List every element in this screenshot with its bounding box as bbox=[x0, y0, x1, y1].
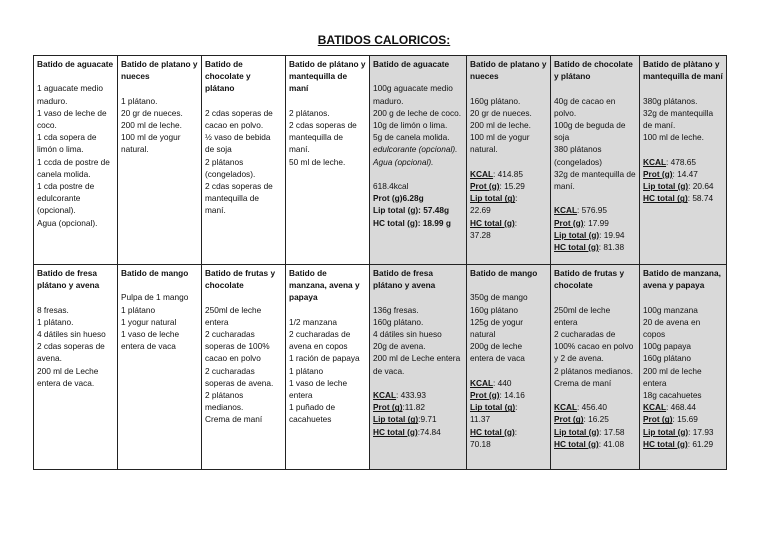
nutrition-line bbox=[470, 401, 547, 413]
ingredient-line: 1 plátano. bbox=[37, 316, 74, 327]
nutrition-line bbox=[470, 180, 547, 192]
table-row bbox=[34, 56, 727, 265]
ingredient-line: 200 ml de leche. bbox=[470, 120, 531, 131]
ingredient-line: 136g fresas. bbox=[373, 304, 419, 315]
nutrition-value: : 15.29 bbox=[499, 181, 525, 192]
ingredient-line: 1 cda sopera de limón o lima. bbox=[37, 132, 97, 155]
ingredient-line: 160g plátano bbox=[643, 353, 691, 364]
ingredient-line: 2 plátanos. bbox=[289, 107, 330, 118]
recipe-heading: Batido de manzana, avena y papaya bbox=[289, 268, 360, 303]
nutrition-value: : 81.38 bbox=[598, 242, 625, 253]
ingredient-line: 50 ml de leche. bbox=[289, 156, 346, 167]
nutrition-line bbox=[373, 389, 463, 401]
ingredient-line: 250ml de leche entera bbox=[554, 304, 611, 327]
nutrition-line bbox=[554, 426, 636, 438]
nutrition-value: : 14.47 bbox=[672, 168, 698, 179]
ingredient-text: Agua (opcional). bbox=[373, 156, 434, 167]
ingredient-line: 40g de cacao en polvo. bbox=[554, 95, 616, 118]
ingredient-line: 200 ml de Leche entera de vaca. bbox=[37, 365, 99, 388]
nutrition-label: Prot (g) bbox=[643, 168, 673, 179]
nutrition-line bbox=[470, 426, 547, 438]
ingredient-line: Agua (opcional). bbox=[37, 217, 98, 228]
ingredient-line: 2 cucharadas de avena en copos bbox=[289, 329, 351, 352]
ingredient-line: 160g plátano bbox=[470, 304, 518, 315]
nutrition-line bbox=[470, 217, 547, 229]
nutrition-label: KCAL bbox=[643, 402, 667, 413]
table-cell bbox=[286, 56, 370, 265]
ingredient-text: edulcorante (opcional). bbox=[373, 144, 458, 155]
nutrition-label: Prot (g) bbox=[373, 193, 403, 204]
blank-line bbox=[121, 82, 198, 94]
nutrition-line bbox=[470, 389, 547, 401]
recipe-heading: Batido de aguacate bbox=[373, 59, 450, 69]
nutrition-value: : bbox=[514, 426, 518, 437]
recipe-heading: Batido de platano y nueces bbox=[121, 59, 198, 82]
blank-line bbox=[37, 291, 114, 303]
ingredient-line: 380 plátanos (congelados) bbox=[554, 144, 602, 167]
ingredient-line: 4 dátiles sin hueso bbox=[373, 329, 442, 340]
blank-line bbox=[121, 279, 198, 291]
table-cell bbox=[202, 265, 286, 470]
blank-line bbox=[373, 168, 463, 180]
nutrition-value: :9.71 bbox=[418, 414, 437, 425]
nutrition-label: Lip total (g) bbox=[373, 205, 419, 216]
nutrition-line bbox=[470, 168, 547, 180]
nutrition-label: HC total (g) bbox=[643, 438, 688, 449]
nutrition-value: : 456.40 bbox=[577, 402, 608, 413]
nutrition-line bbox=[470, 377, 547, 389]
nutrition-label: HC total (g) bbox=[373, 217, 418, 228]
ingredient-line: 1 vaso de leche de coco. bbox=[37, 107, 107, 131]
nutrition-label: HC total (g) bbox=[470, 426, 515, 437]
ingredient-line: 2 cdas soperas de mantequilla de maní. bbox=[289, 120, 357, 155]
nutrition-value: : 17.99 bbox=[583, 217, 609, 228]
nutrition-value: : 433.93 bbox=[396, 390, 427, 401]
ingredient-line: 1 aguacate medio maduro. bbox=[37, 83, 103, 106]
nutrition-value: : 61.29 bbox=[687, 438, 714, 449]
ingredient-line: 70.18 bbox=[470, 438, 491, 449]
ingredient-line: 100g papaya bbox=[643, 341, 691, 352]
nutrition-line bbox=[643, 401, 723, 413]
table-cell bbox=[118, 56, 202, 265]
blank-line bbox=[289, 95, 366, 107]
ingredient-line: 100g manzana bbox=[643, 304, 698, 315]
ingredient-line: 250ml de leche entera bbox=[205, 304, 262, 327]
nutrition-label: Prot (g) bbox=[554, 414, 584, 425]
ingredient-line: 2 cdas soperas de mantequilla de maní. bbox=[205, 181, 273, 216]
table-cell bbox=[370, 265, 467, 470]
recipe-heading: Batido de fresa plátano y avena bbox=[37, 268, 100, 291]
nutrition-value: : 478.65 bbox=[666, 156, 697, 167]
nutrition-line bbox=[470, 192, 547, 204]
ingredient-line: 2 cucharadas soperas de 100% cacao en polvo bbox=[205, 329, 270, 364]
table-cell bbox=[286, 265, 370, 470]
nutrition-line bbox=[373, 204, 463, 216]
table-cell bbox=[467, 265, 551, 470]
ingredient-line: 200 g de leche de coco. bbox=[373, 107, 462, 118]
nutrition-label: Lip total (g) bbox=[554, 426, 600, 437]
ingredient-line: 20 gr de nueces. bbox=[470, 107, 532, 118]
nutrition-value: : 19.94 bbox=[599, 229, 625, 240]
nutrition-value: : bbox=[514, 217, 518, 228]
nutrition-label: HC total (g) bbox=[554, 242, 599, 253]
nutrition-value: : 468.44 bbox=[666, 402, 697, 413]
nutrition-line bbox=[643, 438, 723, 450]
blank-line bbox=[643, 82, 723, 94]
ingredient-line: 2 plátanos medianos. bbox=[205, 390, 244, 413]
ingredient-line: 100 ml de leche. bbox=[643, 132, 704, 143]
nutrition-value: : 17.58 bbox=[599, 426, 625, 437]
ingredient-line: 1 plátano bbox=[121, 304, 156, 315]
ingredient-line: 20g de avena. bbox=[373, 341, 426, 352]
ingredient-line: 1 ración de papaya bbox=[289, 353, 360, 364]
table-cell bbox=[202, 56, 286, 265]
table-cell bbox=[118, 265, 202, 470]
recipe-heading: Batido de mango bbox=[121, 268, 189, 278]
blank-line bbox=[554, 389, 636, 401]
ingredient-line: 4 dátiles sin hueso bbox=[37, 329, 106, 340]
nutrition-label: KCAL bbox=[470, 377, 494, 388]
nutrition-line bbox=[643, 413, 723, 425]
nutrition-label: Lip total (g) bbox=[373, 414, 419, 425]
nutrition-label: Prot (g) bbox=[554, 217, 584, 228]
nutrition-value: : 17.93 bbox=[688, 426, 714, 437]
recipe-heading: Batido de mango bbox=[470, 268, 538, 278]
blank-line bbox=[289, 304, 366, 316]
ingredient-line: 1/2 manzana bbox=[289, 316, 337, 327]
ingredient-line: 20 de avena en copos bbox=[643, 316, 701, 340]
nutrition-label: HC total (g) bbox=[643, 193, 688, 204]
table-row bbox=[34, 265, 727, 470]
table-cell bbox=[640, 265, 727, 470]
table-body bbox=[34, 56, 727, 470]
nutrition-line bbox=[373, 401, 463, 413]
ingredient-line: 200 ml de Leche entera de vaca. bbox=[373, 353, 461, 376]
ingredient-line: Crema de maní bbox=[554, 377, 612, 388]
nutrition-line bbox=[643, 180, 723, 192]
recipe-heading: Batido de manzana, avena y papaya bbox=[643, 268, 721, 291]
nutrition-label: KCAL bbox=[470, 168, 494, 179]
ingredient-line: 8 fresas. bbox=[37, 304, 69, 315]
ingredient-line: 2 cucharadas de 100% cacao en polvo y 2 de avena. bbox=[554, 329, 634, 364]
nutrition-value: : 440 bbox=[493, 377, 512, 388]
nutrition-label: KCAL bbox=[643, 156, 667, 167]
blank-line bbox=[470, 279, 547, 291]
nutrition-value: : 15.69 bbox=[672, 414, 698, 425]
nutrition-value: : 576.95 bbox=[577, 205, 608, 216]
ingredient-line: 11.37 bbox=[470, 414, 491, 425]
recipe-heading: Batido de platano y nueces bbox=[470, 59, 547, 82]
table-cell bbox=[551, 56, 640, 265]
blank-line bbox=[205, 291, 282, 303]
nutrition-line bbox=[373, 426, 463, 438]
nutrition-line bbox=[554, 217, 636, 229]
blank-line bbox=[373, 377, 463, 389]
batidos-table bbox=[33, 55, 727, 470]
blank-line bbox=[37, 70, 114, 82]
ingredient-line: 1 yogur natural bbox=[121, 316, 177, 327]
ingredient-line: 350g de mango bbox=[470, 292, 528, 303]
table-cell bbox=[34, 56, 118, 265]
ingredient-line: 100 ml de yogur natural. bbox=[470, 132, 530, 155]
nutrition-value: :11.82 bbox=[402, 402, 425, 413]
blank-line bbox=[643, 291, 723, 303]
ingredient-line: 2 plátanos (congelados). bbox=[205, 156, 256, 179]
blank-line bbox=[205, 95, 282, 107]
ingredient-line: 18g cacahuetes bbox=[643, 390, 702, 401]
nutrition-line bbox=[554, 401, 636, 413]
ingredient-line: 160g plátano. bbox=[470, 95, 521, 106]
nutrition-value: : bbox=[515, 193, 518, 204]
recipe-heading: Batido de plàtano y mantequilla de maní bbox=[643, 59, 723, 82]
ingredient-line: 1 cda postre de edulcorante (opcional). bbox=[37, 181, 95, 216]
ingredient-line: 2 plátanos medianos. bbox=[554, 365, 633, 376]
ingredient-line: 125g de yogur natural bbox=[470, 316, 524, 340]
nutrition-label: HC total (g) bbox=[554, 438, 599, 449]
ingredient-line: 20 gr de nueces. bbox=[121, 107, 183, 118]
recipe-heading: Batido de fresa plátano y avena bbox=[373, 268, 436, 291]
ingredient-line: Crema de maní bbox=[205, 414, 263, 425]
nutrition-value: : 18.99 g bbox=[417, 217, 451, 228]
ingredient-line: 1 puñado de cacahuetes bbox=[289, 402, 336, 425]
blank-line bbox=[554, 192, 636, 204]
nutrition-line bbox=[554, 413, 636, 425]
nutrition-line bbox=[554, 204, 636, 216]
nutrition-line bbox=[373, 413, 463, 425]
nutrition-value: : 414.85 bbox=[493, 168, 524, 179]
ingredient-line: 32g de mantequilla de maní. bbox=[643, 107, 714, 131]
ingredient-line: 2 cucharadas soperas de avena. bbox=[205, 365, 274, 388]
nutrition-label: Lip total (g) bbox=[470, 193, 516, 204]
table-cell bbox=[34, 265, 118, 470]
ingredient-line: 1 plátano. bbox=[121, 95, 158, 106]
nutrition-label: Prot (g) bbox=[373, 402, 403, 413]
blank-line bbox=[643, 143, 723, 155]
ingredient-line: 1 vaso de leche entera bbox=[289, 377, 348, 401]
recipe-heading: Batido de plátano y mantequilla de maní bbox=[289, 59, 366, 94]
nutrition-line bbox=[554, 438, 636, 450]
nutrition-label: KCAL bbox=[373, 390, 397, 401]
recipe-heading: Batido de frutas y chocolate bbox=[205, 268, 276, 291]
nutrition-value: : bbox=[515, 402, 518, 413]
nutrition-value: : 41.08 bbox=[598, 438, 625, 449]
nutrition-label: Prot (g) bbox=[643, 414, 673, 425]
ingredient-line bbox=[373, 143, 463, 155]
ingredient-line: 1 plátano bbox=[289, 365, 324, 376]
nutrition-line bbox=[373, 192, 463, 204]
ingredient-line: 10g de limón o lima. bbox=[373, 120, 448, 131]
nutrition-value: : 16.25 bbox=[583, 414, 609, 425]
recipe-heading: Batido de chocolate y plátano bbox=[554, 59, 633, 82]
nutrition-value: : 58.74 bbox=[687, 193, 714, 204]
ingredient-line: 100g aguacate medio maduro. bbox=[373, 83, 453, 106]
nutrition-line bbox=[643, 168, 723, 180]
nutrition-value: :74.84 bbox=[417, 426, 441, 437]
nutrition-label: KCAL bbox=[554, 205, 578, 216]
ingredient-line: 1 ccda de postre de canela molida. bbox=[37, 156, 110, 179]
ingredient-line: ½ vaso de bebida de soja bbox=[205, 132, 271, 155]
nutrition-label: Lip total (g) bbox=[470, 402, 516, 413]
nutrition-label: Lip total (g) bbox=[643, 181, 689, 192]
blank-line bbox=[470, 82, 547, 94]
ingredient-line: 200 ml de leche entera bbox=[643, 365, 702, 388]
nutrition-line bbox=[554, 229, 636, 241]
nutrition-line bbox=[643, 156, 723, 168]
table-cell bbox=[640, 56, 727, 265]
blank-line bbox=[554, 291, 636, 303]
nutrition-label: Prot (g) bbox=[470, 181, 500, 192]
nutrition-label: Prot (g) bbox=[470, 390, 500, 401]
ingredient-line: 37.28 bbox=[470, 229, 491, 240]
ingredient-line: 380g plátanos. bbox=[643, 95, 698, 106]
ingredient-line bbox=[373, 156, 463, 168]
ingredient-line: 100 ml de yogur natural. bbox=[121, 132, 181, 155]
ingredient-line: 1 vaso de leche entera de vaca bbox=[121, 329, 180, 352]
ingredient-line: 100g de beguda de soja bbox=[554, 120, 626, 143]
recipe-heading: Batido de aguacate bbox=[37, 59, 114, 69]
ingredient-line: 200 ml de leche. bbox=[121, 120, 182, 131]
blank-line bbox=[373, 291, 463, 303]
ingredient-line: Pulpa de 1 mango bbox=[121, 292, 189, 303]
ingredient-line: 200g de leche entera de vaca bbox=[470, 341, 525, 364]
nutrition-line bbox=[373, 217, 463, 229]
ingredient-line: 5g de canela molida. bbox=[373, 132, 450, 143]
nutrition-label: KCAL bbox=[554, 402, 578, 413]
table-cell bbox=[467, 56, 551, 265]
blank-line bbox=[470, 365, 547, 377]
ingredient-line: 2 cdas soperas de cacao en polvo. bbox=[205, 107, 273, 131]
nutrition-value: : 20.64 bbox=[688, 181, 714, 192]
recipe-heading: Batido de chocolate y plátano bbox=[205, 59, 251, 94]
nutrition-value: : 14.16 bbox=[499, 390, 525, 401]
blank-line bbox=[554, 82, 636, 94]
nutrition-label: HC total (g) bbox=[470, 217, 515, 228]
blank-line bbox=[373, 70, 463, 82]
table-cell bbox=[370, 56, 467, 265]
nutrition-label: HC total (g) bbox=[373, 426, 418, 437]
ingredient-line: 22.69 bbox=[470, 205, 491, 216]
nutrition-line bbox=[643, 426, 723, 438]
page-title: BATIDOS CALORICOS: bbox=[317, 33, 451, 47]
nutrition-line bbox=[554, 241, 636, 253]
recipe-heading: Batido de frutas y chocolate bbox=[554, 268, 625, 291]
nutrition-label: Lip total (g) bbox=[554, 229, 600, 240]
nutrition-line bbox=[643, 192, 723, 204]
ingredient-line: 2 cdas soperas de avena. bbox=[37, 341, 105, 364]
table-cell bbox=[551, 265, 640, 470]
nutrition-label: Lip total (g) bbox=[643, 426, 689, 437]
blank-line bbox=[470, 156, 547, 168]
nutrition-value: 6.28g bbox=[402, 193, 424, 204]
nutrition-value: : 57.48g bbox=[418, 205, 450, 216]
ingredient-line: 618.4kcal bbox=[373, 181, 409, 192]
ingredient-line: 32g de mantequilla de maní. bbox=[554, 168, 636, 192]
ingredient-line: 160g plátano. bbox=[373, 316, 424, 327]
